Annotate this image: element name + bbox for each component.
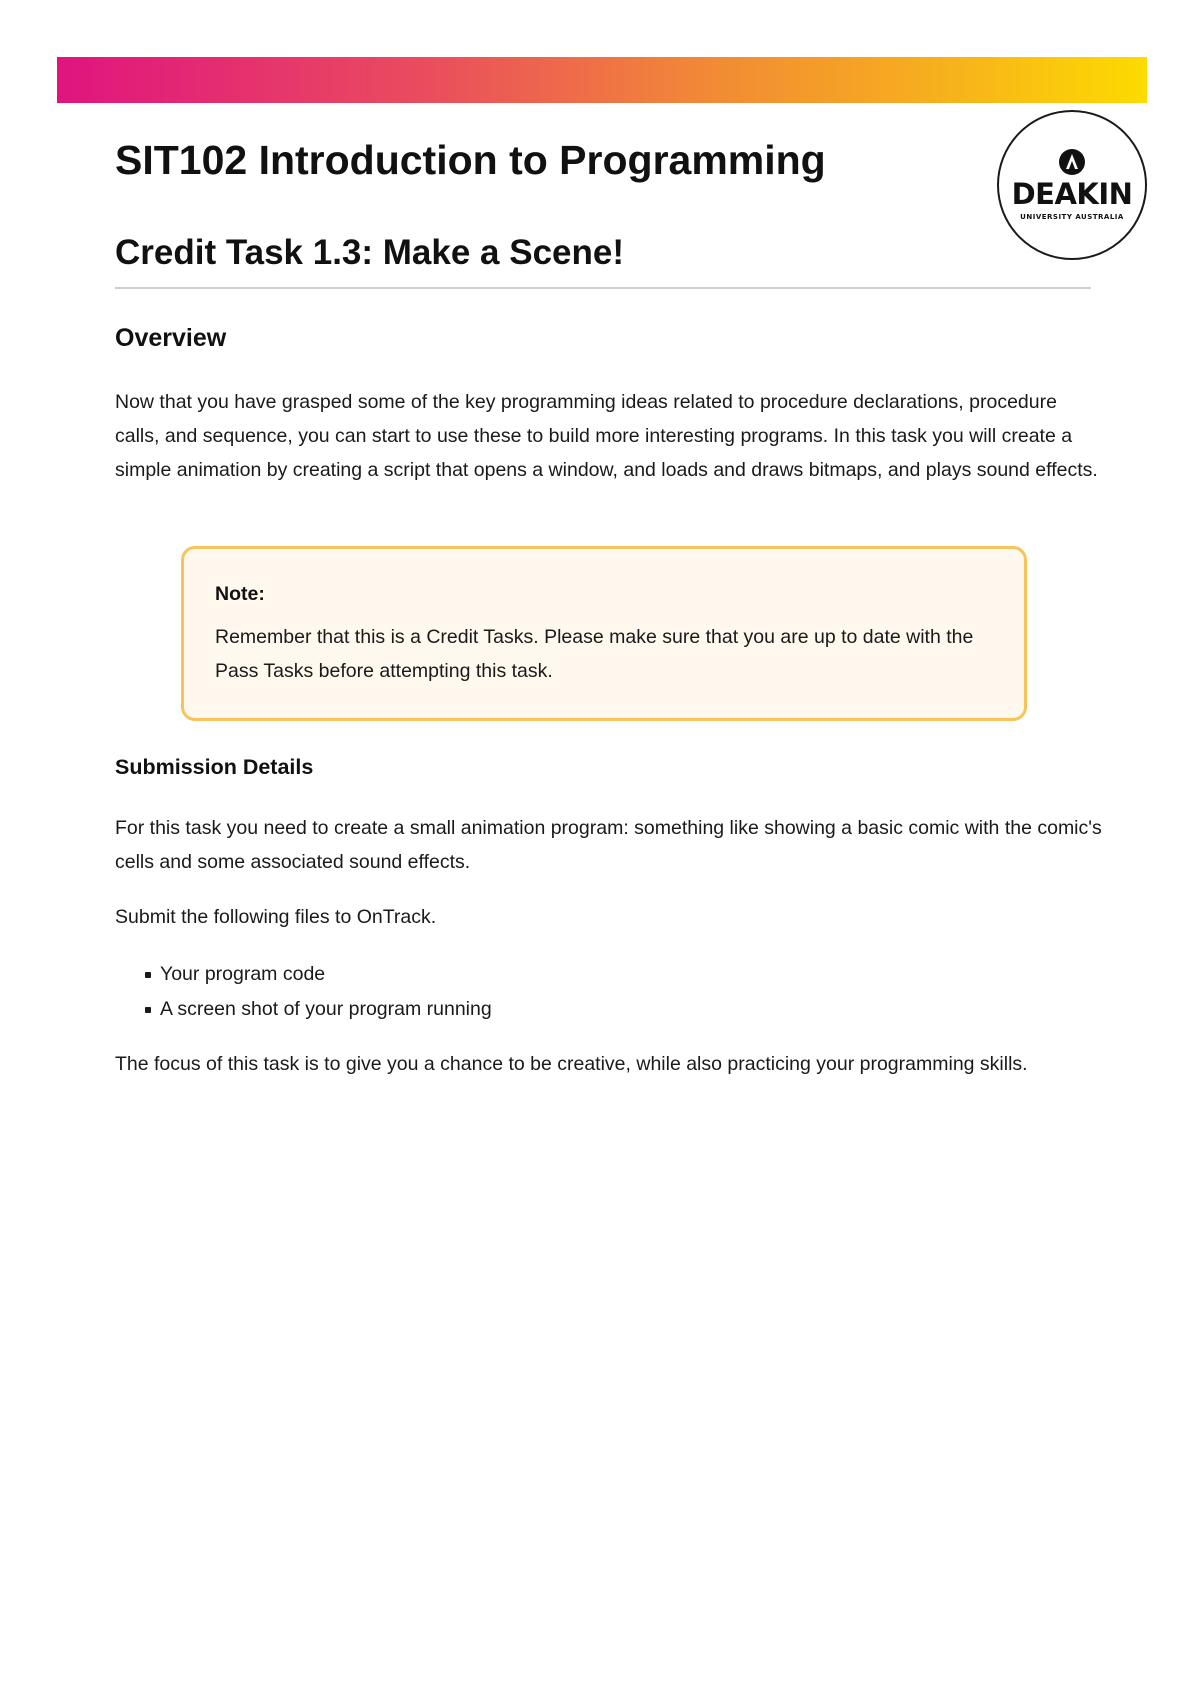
note-text: Remember that this is a Credit Tasks. Please make sure that you are up to date with the Pass Tasks before attempting this task.	[215, 626, 974, 682]
title-divider	[115, 287, 1091, 289]
overview-paragraph: Now that you have grasped some of the key programming ideas related to procedure declarations, procedure calls, and sequence, you can start to use these to build more interesting programs. In this task you will create a simple animation by creating a script that opens a window, and loads and draws bitmaps, and plays sound effects.	[115, 391, 1098, 481]
logo-subtext: UNIVERSITY AUSTRALIA	[1020, 213, 1124, 221]
logo-wordmark: DEAKIN	[1011, 177, 1133, 211]
list-item	[115, 957, 492, 992]
task-title: Credit Task 1.3: Make a Scene!	[115, 233, 625, 272]
list-item	[115, 992, 492, 1027]
bullet-icon	[145, 1007, 151, 1013]
deakin-logo	[997, 110, 1147, 260]
bullet-icon	[145, 972, 151, 978]
header-gradient-bar	[57, 57, 1147, 103]
overview-heading: Overview	[115, 324, 227, 352]
submission-instruction: Submit the following files to OnTrack.	[115, 906, 437, 928]
note-callout	[181, 546, 1027, 721]
list-item-text: A screen shot of your program running	[160, 998, 492, 1020]
submission-paragraph: For this task you need to create a small animation program: something like showing a basic comic with the comic's cells and some associated sound effects.	[115, 817, 1102, 873]
note-label: Note:	[215, 583, 265, 605]
submission-heading: Submission Details	[115, 755, 314, 779]
list-item-text: Your program code	[160, 963, 326, 985]
submission-file-list	[115, 957, 492, 1027]
course-title: SIT102 Introduction to Programming	[115, 137, 826, 183]
focus-paragraph: The focus of this task is to give you a chance to be creative, while also practicing your programming skills.	[115, 1053, 1028, 1075]
